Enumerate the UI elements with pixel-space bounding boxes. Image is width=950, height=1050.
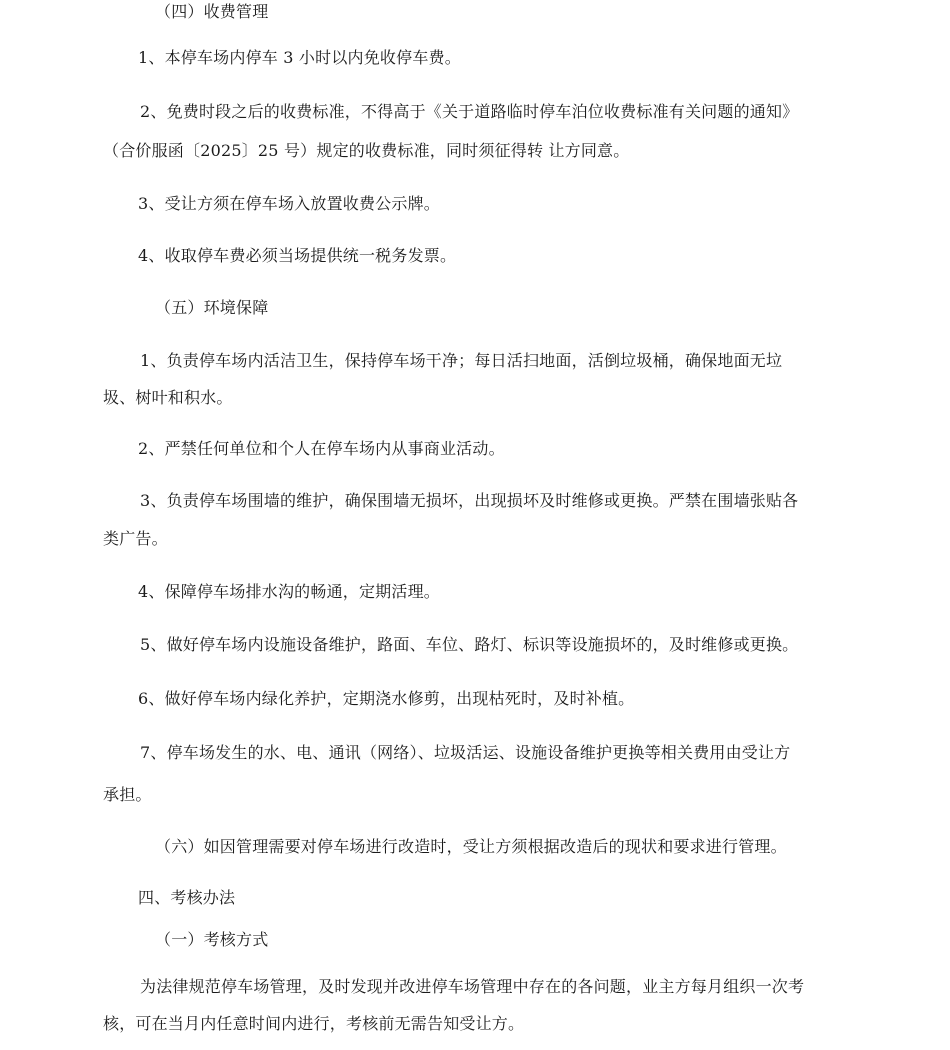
paragraph-env-2: 2、严禁任何单位和个人在停车场内从事商业活动。 — [138, 439, 505, 458]
paragraph-env-5: 5、做好停车场内设施设备维护，路面、车位、路灯、标识等设施损坏的，及时维修或更换。 — [140, 635, 799, 654]
paragraph-assessment-line1: 为法律规范停车场管理，及时发现并改进停车场管理中存在的各问题，业主方每月组织一次考 — [140, 977, 805, 996]
section-heading-fee-management: （四）收费管理 — [155, 2, 269, 21]
section-heading-assessment: 四、考核办法 — [138, 888, 236, 907]
paragraph-env-6: 6、做好停车场内绿化养护，定期浇水修剪，出现枯死时，及时补植。 — [138, 689, 635, 708]
paragraph-fee-3: 3、受让方须在停车场入放置收费公示牌。 — [138, 194, 440, 213]
paragraph-env-4: 4、保障停车场排水沟的畅通，定期活理。 — [138, 582, 440, 601]
paragraph-fee-1: 1、本停车场内停车 3 小时以内免收停车费。 — [138, 48, 461, 67]
paragraph-assessment-line2: 核，可在当月内任意时间内进行，考核前无需告知受让方。 — [103, 1014, 525, 1033]
paragraph-env-3-line1: 3、负责停车场围墙的维护，确保围墙无损坏，出现损坏及时维修或更换。严禁在围墙张贴各 — [140, 491, 799, 510]
section-heading-environment: （五）环境保障 — [155, 298, 269, 317]
paragraph-env-3-line2: 类广告。 — [103, 529, 168, 548]
paragraph-env-1-line2: 圾、树叶和积水。 — [103, 388, 233, 407]
paragraph-renovation: （六）如因管理需要对停车场进行改造时，受让方须根据改造后的现状和要求进行管理。 — [155, 837, 787, 856]
paragraph-env-1-line1: 1、负责停车场内活洁卫生，保持停车场干净；每日活扫地面，活倒垃圾桶，确保地面无垃 — [140, 351, 783, 370]
paragraph-fee-4: 4、收取停车费必须当场提供统一税务发票。 — [138, 246, 457, 265]
paragraph-env-7-line1: 7、停车场发生的水、电、通讯（网络）、垃圾活运、设施设备维护更换等相关费用由受让方 — [140, 743, 791, 762]
paragraph-env-7-line2: 承担。 — [103, 785, 152, 804]
paragraph-fee-2-line2: （合价服函〔2025〕25 号）规定的收费标准，同时须征得转 让方同意。 — [103, 141, 630, 160]
subsection-heading-assessment-method: （一）考核方式 — [155, 930, 269, 949]
paragraph-fee-2-line1: 2、免费时段之后的收费标准，不得高于《关于道路临时停车泊位收费标准有关问题的通知》 — [140, 102, 799, 121]
